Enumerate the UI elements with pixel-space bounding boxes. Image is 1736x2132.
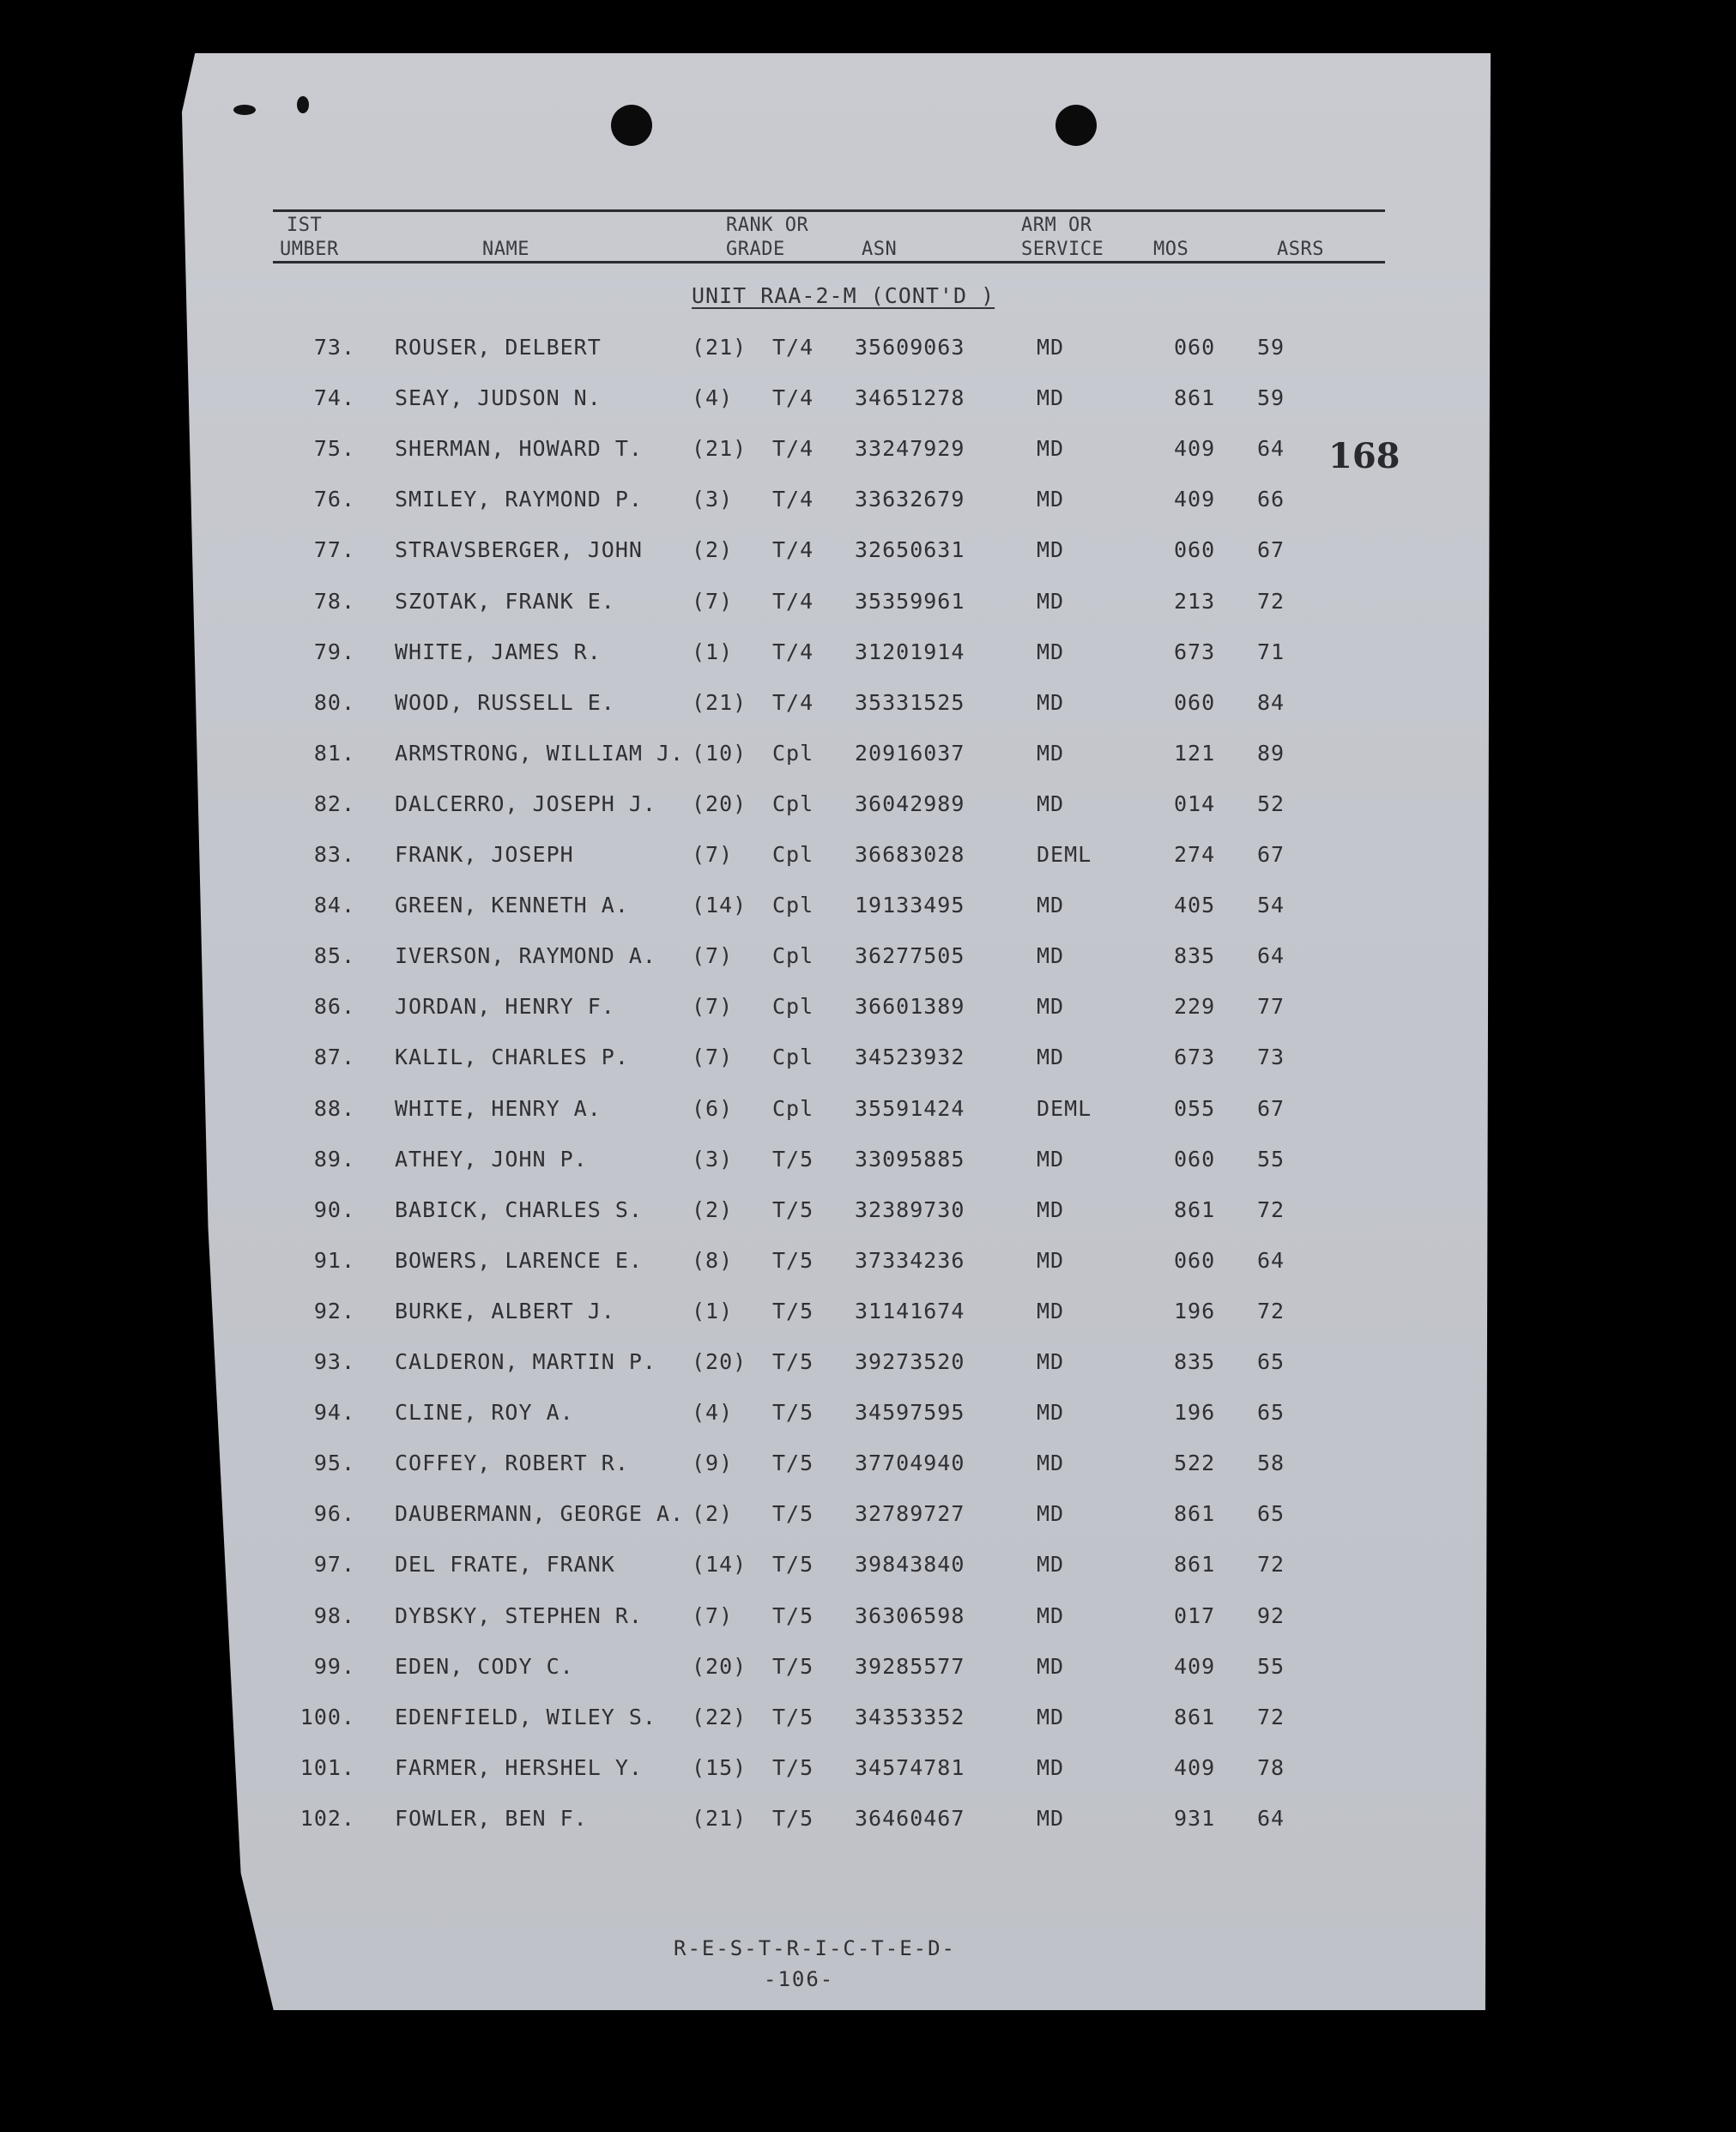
cell-arm: MD xyxy=(1037,1654,1065,1679)
cell-asn: 39285577 xyxy=(855,1654,965,1679)
cell-name: KALIL, CHARLES P. xyxy=(395,1045,629,1069)
cell-grp: (20) xyxy=(692,791,747,816)
cell-grp: (4) xyxy=(692,1400,734,1425)
header-mos: MOS xyxy=(1153,239,1189,260)
cell-num: 78. xyxy=(313,589,355,614)
table-row xyxy=(0,1654,1736,1688)
cell-asrs: 58 xyxy=(1257,1451,1285,1475)
cell-rank: T/5 xyxy=(772,1349,814,1374)
cell-num: 102. xyxy=(299,1806,355,1831)
table-row xyxy=(0,1603,1736,1638)
cell-mos: 017 xyxy=(1174,1603,1216,1628)
cell-num: 94. xyxy=(313,1400,355,1425)
punch-hole-right xyxy=(1056,105,1097,146)
cell-arm: MD xyxy=(1037,1147,1065,1172)
cell-asn: 35331525 xyxy=(855,690,965,715)
cell-rank: Cpl xyxy=(772,994,814,1019)
table-row xyxy=(0,537,1736,572)
cell-asrs: 71 xyxy=(1257,639,1285,664)
cell-asn: 39273520 xyxy=(855,1349,965,1374)
table-row xyxy=(0,1501,1736,1535)
cell-mos: 861 xyxy=(1174,385,1216,410)
cell-asrs: 64 xyxy=(1257,1806,1285,1831)
classification-footer: R-E-S-T-R-I-C-T-E-D- xyxy=(674,1936,956,1960)
cell-rank: T/4 xyxy=(772,335,814,360)
cell-num: 93. xyxy=(313,1349,355,1374)
cell-asrs: 67 xyxy=(1257,537,1285,562)
cell-grp: (14) xyxy=(692,1552,747,1577)
cell-arm: MD xyxy=(1037,589,1065,614)
cell-num: 77. xyxy=(313,537,355,562)
cell-arm: MD xyxy=(1037,639,1065,664)
cell-grp: (1) xyxy=(692,639,734,664)
cell-arm: MD xyxy=(1037,1349,1065,1374)
cell-asrs: 72 xyxy=(1257,1299,1285,1323)
cell-mos: 060 xyxy=(1174,690,1216,715)
cell-mos: 409 xyxy=(1174,487,1216,512)
cell-grp: (8) xyxy=(692,1248,734,1273)
cell-mos: 060 xyxy=(1174,537,1216,562)
cell-asrs: 64 xyxy=(1257,436,1285,461)
cell-grp: (6) xyxy=(692,1096,734,1121)
cell-grp: (7) xyxy=(692,589,734,614)
cell-name: DALCERRO, JOSEPH J. xyxy=(395,791,656,816)
cell-asn: 19133495 xyxy=(855,893,965,918)
cell-rank: T/5 xyxy=(772,1197,814,1222)
header-arm-bottom: SERVICE xyxy=(1021,239,1104,260)
header-list-bottom: UMBER xyxy=(280,239,339,260)
cell-arm: MD xyxy=(1037,943,1065,968)
cell-grp: (21) xyxy=(692,436,747,461)
cell-num: 76. xyxy=(313,487,355,512)
page-stamp: 168 xyxy=(1328,436,1400,476)
table-row xyxy=(0,994,1736,1028)
cell-asrs: 59 xyxy=(1257,335,1285,360)
cell-rank: T/5 xyxy=(772,1806,814,1831)
cell-rank: T/4 xyxy=(772,436,814,461)
cell-mos: 055 xyxy=(1174,1096,1216,1121)
cell-asn: 36277505 xyxy=(855,943,965,968)
cell-arm: MD xyxy=(1037,1451,1065,1475)
cell-rank: T/5 xyxy=(772,1501,814,1526)
cell-asrs: 77 xyxy=(1257,994,1285,1019)
table-row xyxy=(0,943,1736,978)
cell-num: 89. xyxy=(313,1147,355,1172)
cell-grp: (22) xyxy=(692,1705,747,1729)
cell-num: 91. xyxy=(313,1248,355,1273)
cell-asrs: 65 xyxy=(1257,1501,1285,1526)
cell-asn: 33632679 xyxy=(855,487,965,512)
header-asn: ASN xyxy=(862,239,898,260)
cell-asrs: 72 xyxy=(1257,1197,1285,1222)
cell-arm: DEML xyxy=(1037,1096,1092,1121)
cell-num: 100. xyxy=(299,1705,355,1729)
cell-mos: 835 xyxy=(1174,943,1216,968)
cell-asrs: 65 xyxy=(1257,1349,1285,1374)
cell-asrs: 54 xyxy=(1257,893,1285,918)
cell-grp: (2) xyxy=(692,1197,734,1222)
cell-asrs: 72 xyxy=(1257,589,1285,614)
cell-asrs: 67 xyxy=(1257,842,1285,867)
cell-mos: 673 xyxy=(1174,1045,1216,1069)
header-rank-top: RANK OR xyxy=(726,215,809,236)
cell-name: FOWLER, BEN F. xyxy=(395,1806,588,1831)
cell-mos: 121 xyxy=(1174,741,1216,766)
cell-mos: 861 xyxy=(1174,1552,1216,1577)
cell-num: 99. xyxy=(313,1654,355,1679)
cell-arm: MD xyxy=(1037,893,1065,918)
cell-name: COFFEY, ROBERT R. xyxy=(395,1451,629,1475)
cell-mos: 673 xyxy=(1174,639,1216,664)
cell-asrs: 73 xyxy=(1257,1045,1285,1069)
cell-grp: (14) xyxy=(692,893,747,918)
cell-asrs: 59 xyxy=(1257,385,1285,410)
cell-asn: 34597595 xyxy=(855,1400,965,1425)
header-rank-bottom: GRADE xyxy=(726,239,785,260)
cell-mos: 014 xyxy=(1174,791,1216,816)
table-row xyxy=(0,1197,1736,1232)
cell-rank: T/4 xyxy=(772,487,814,512)
cell-rank: T/5 xyxy=(772,1248,814,1273)
cell-mos: 409 xyxy=(1174,1654,1216,1679)
cell-grp: (7) xyxy=(692,1603,734,1628)
cell-mos: 213 xyxy=(1174,589,1216,614)
cell-asn: 34353352 xyxy=(855,1705,965,1729)
cell-grp: (21) xyxy=(692,690,747,715)
cell-mos: 060 xyxy=(1174,1147,1216,1172)
cell-rank: Cpl xyxy=(772,791,814,816)
cell-grp: (21) xyxy=(692,335,747,360)
cell-rank: T/4 xyxy=(772,589,814,614)
cell-grp: (7) xyxy=(692,994,734,1019)
cell-grp: (20) xyxy=(692,1349,747,1374)
cell-num: 92. xyxy=(313,1299,355,1323)
cell-name: IVERSON, RAYMOND A. xyxy=(395,943,656,968)
cell-name: EDEN, CODY C. xyxy=(395,1654,574,1679)
cell-arm: MD xyxy=(1037,1248,1065,1273)
cell-asn: 36042989 xyxy=(855,791,965,816)
cell-arm: MD xyxy=(1037,537,1065,562)
cell-mos: 196 xyxy=(1174,1400,1216,1425)
cell-name: ATHEY, JOHN P. xyxy=(395,1147,588,1172)
header-asrs: ASRS xyxy=(1277,239,1324,260)
cell-grp: (10) xyxy=(692,741,747,766)
cell-num: 84. xyxy=(313,893,355,918)
cell-name: DAUBERMANN, GEORGE A. xyxy=(395,1501,685,1526)
cell-rank: Cpl xyxy=(772,1045,814,1069)
cell-arm: MD xyxy=(1037,335,1065,360)
cell-grp: (3) xyxy=(692,487,734,512)
table-row xyxy=(0,1096,1736,1130)
cell-asn: 34523932 xyxy=(855,1045,965,1069)
cell-asn: 36306598 xyxy=(855,1603,965,1628)
table-row xyxy=(0,385,1736,420)
table-row xyxy=(0,487,1736,521)
cell-asrs: 65 xyxy=(1257,1400,1285,1425)
cell-name: GREEN, KENNETH A. xyxy=(395,893,629,918)
cell-num: 74. xyxy=(313,385,355,410)
cell-mos: 861 xyxy=(1174,1705,1216,1729)
cell-name: SMILEY, RAYMOND P. xyxy=(395,487,643,512)
cell-num: 80. xyxy=(313,690,355,715)
cell-asn: 36601389 xyxy=(855,994,965,1019)
cell-rank: T/5 xyxy=(772,1654,814,1679)
cell-rank: Cpl xyxy=(772,893,814,918)
cell-name: BABICK, CHARLES S. xyxy=(395,1197,643,1222)
cell-num: 79. xyxy=(313,639,355,664)
cell-rank: T/5 xyxy=(772,1299,814,1323)
cell-name: SHERMAN, HOWARD T. xyxy=(395,436,643,461)
cell-name: CALDERON, MARTIN P. xyxy=(395,1349,656,1374)
cell-grp: (21) xyxy=(692,1806,747,1831)
cell-name: FRANK, JOSEPH xyxy=(395,842,574,867)
cell-asrs: 72 xyxy=(1257,1552,1285,1577)
cell-grp: (15) xyxy=(692,1755,747,1780)
cell-name: ROUSER, DELBERT xyxy=(395,335,602,360)
table-row xyxy=(0,1806,1736,1840)
cell-rank: T/5 xyxy=(772,1451,814,1475)
cell-rank: Cpl xyxy=(772,741,814,766)
cell-mos: 931 xyxy=(1174,1806,1216,1831)
cell-num: 82. xyxy=(313,791,355,816)
cell-asrs: 55 xyxy=(1257,1654,1285,1679)
table-row xyxy=(0,1045,1736,1079)
table-row xyxy=(0,1451,1736,1485)
cell-grp: (2) xyxy=(692,537,734,562)
cell-num: 96. xyxy=(313,1501,355,1526)
cell-asrs: 55 xyxy=(1257,1147,1285,1172)
cell-num: 86. xyxy=(313,994,355,1019)
cell-name: FARMER, HERSHEL Y. xyxy=(395,1755,643,1780)
cell-asrs: 64 xyxy=(1257,1248,1285,1273)
cell-num: 85. xyxy=(313,943,355,968)
cell-name: DEL FRATE, FRANK xyxy=(395,1552,615,1577)
table-row xyxy=(0,842,1736,876)
cell-num: 88. xyxy=(313,1096,355,1121)
cell-grp: (2) xyxy=(692,1501,734,1526)
cell-asn: 31201914 xyxy=(855,639,965,664)
table-row xyxy=(0,436,1736,470)
cell-asn: 34574781 xyxy=(855,1755,965,1780)
cell-num: 97. xyxy=(313,1552,355,1577)
cell-arm: MD xyxy=(1037,1603,1065,1628)
cell-arm: MD xyxy=(1037,436,1065,461)
table-row xyxy=(0,1755,1736,1790)
table-row xyxy=(0,1552,1736,1586)
cell-mos: 274 xyxy=(1174,842,1216,867)
ink-speck xyxy=(233,105,256,115)
cell-name: WHITE, HENRY A. xyxy=(395,1096,602,1121)
cell-rank: T/4 xyxy=(772,639,814,664)
cell-grp: (4) xyxy=(692,385,734,410)
table-row xyxy=(0,1248,1736,1282)
cell-rank: T/5 xyxy=(772,1552,814,1577)
header-name: NAME xyxy=(482,239,529,260)
table-row xyxy=(0,690,1736,724)
cell-asn: 33247929 xyxy=(855,436,965,461)
cell-name: WOOD, RUSSELL E. xyxy=(395,690,615,715)
cell-asrs: 84 xyxy=(1257,690,1285,715)
cell-mos: 405 xyxy=(1174,893,1216,918)
table-row xyxy=(0,893,1736,927)
cell-grp: (3) xyxy=(692,1147,734,1172)
cell-grp: (7) xyxy=(692,943,734,968)
cell-mos: 060 xyxy=(1174,1248,1216,1273)
unit-title: UNIT RAA-2-M (CONT'D ) xyxy=(692,283,995,308)
cell-rank: T/5 xyxy=(772,1400,814,1425)
cell-name: BOWERS, LARENCE E. xyxy=(395,1248,643,1273)
cell-asrs: 67 xyxy=(1257,1096,1285,1121)
cell-name: SZOTAK, FRANK E. xyxy=(395,589,615,614)
cell-asn: 33095885 xyxy=(855,1147,965,1172)
cell-grp: (7) xyxy=(692,842,734,867)
cell-num: 101. xyxy=(299,1755,355,1780)
cell-mos: 229 xyxy=(1174,994,1216,1019)
cell-arm: MD xyxy=(1037,1045,1065,1069)
cell-mos: 060 xyxy=(1174,335,1216,360)
cell-name: DYBSKY, STEPHEN R. xyxy=(395,1603,643,1628)
cell-rank: T/4 xyxy=(772,690,814,715)
cell-mos: 522 xyxy=(1174,1451,1216,1475)
cell-name: BURKE, ALBERT J. xyxy=(395,1299,615,1323)
header-rule-top xyxy=(273,209,1385,212)
cell-name: STRAVSBERGER, JOHN xyxy=(395,537,643,562)
cell-rank: T/5 xyxy=(772,1147,814,1172)
cell-arm: MD xyxy=(1037,1501,1065,1526)
cell-rank: T/5 xyxy=(772,1603,814,1628)
punch-hole-left xyxy=(611,105,652,146)
cell-arm: MD xyxy=(1037,741,1065,766)
cell-rank: T/5 xyxy=(772,1705,814,1729)
cell-rank: T/4 xyxy=(772,385,814,410)
table-row xyxy=(0,335,1736,369)
cell-rank: Cpl xyxy=(772,943,814,968)
header-rule-bottom xyxy=(273,261,1385,263)
cell-name: EDENFIELD, WILEY S. xyxy=(395,1705,656,1729)
cell-asn: 32389730 xyxy=(855,1197,965,1222)
cell-rank: Cpl xyxy=(772,842,814,867)
cell-num: 87. xyxy=(313,1045,355,1069)
cell-asn: 31141674 xyxy=(855,1299,965,1323)
table-row xyxy=(0,741,1736,775)
cell-name: JORDAN, HENRY F. xyxy=(395,994,615,1019)
cell-asn: 35591424 xyxy=(855,1096,965,1121)
header-list-top: IST xyxy=(287,215,323,236)
cell-arm: MD xyxy=(1037,1755,1065,1780)
cell-asrs: 64 xyxy=(1257,943,1285,968)
cell-asrs: 89 xyxy=(1257,741,1285,766)
cell-arm: MD xyxy=(1037,1552,1065,1577)
cell-num: 73. xyxy=(313,335,355,360)
cell-asn: 36683028 xyxy=(855,842,965,867)
cell-name: CLINE, ROY A. xyxy=(395,1400,574,1425)
cell-asrs: 52 xyxy=(1257,791,1285,816)
cell-mos: 835 xyxy=(1174,1349,1216,1374)
cell-mos: 409 xyxy=(1174,436,1216,461)
cell-asn: 39843840 xyxy=(855,1552,965,1577)
cell-num: 98. xyxy=(313,1603,355,1628)
cell-name: WHITE, JAMES R. xyxy=(395,639,602,664)
cell-grp: (9) xyxy=(692,1451,734,1475)
ink-speck xyxy=(297,96,309,113)
cell-mos: 409 xyxy=(1174,1755,1216,1780)
table-row xyxy=(0,791,1736,826)
cell-asn: 35609063 xyxy=(855,335,965,360)
cell-asn: 36460467 xyxy=(855,1806,965,1831)
cell-arm: MD xyxy=(1037,1806,1065,1831)
cell-mos: 861 xyxy=(1174,1501,1216,1526)
table-row xyxy=(0,1349,1736,1384)
cell-asrs: 72 xyxy=(1257,1705,1285,1729)
page-number: -106- xyxy=(764,1967,835,1991)
table-row xyxy=(0,1705,1736,1739)
cell-asn: 20916037 xyxy=(855,741,965,766)
cell-arm: MD xyxy=(1037,994,1065,1019)
cell-arm: MD xyxy=(1037,1299,1065,1323)
cell-asrs: 66 xyxy=(1257,487,1285,512)
cell-asn: 32650631 xyxy=(855,537,965,562)
cell-num: 90. xyxy=(313,1197,355,1222)
cell-asrs: 78 xyxy=(1257,1755,1285,1780)
cell-asn: 34651278 xyxy=(855,385,965,410)
cell-rank: Cpl xyxy=(772,1096,814,1121)
table-row xyxy=(0,1299,1736,1333)
cell-arm: MD xyxy=(1037,487,1065,512)
cell-rank: T/5 xyxy=(772,1755,814,1780)
cell-asrs: 92 xyxy=(1257,1603,1285,1628)
cell-mos: 861 xyxy=(1174,1197,1216,1222)
cell-grp: (1) xyxy=(692,1299,734,1323)
cell-grp: (7) xyxy=(692,1045,734,1069)
table-row xyxy=(0,1147,1736,1181)
cell-arm: MD xyxy=(1037,1705,1065,1729)
cell-num: 95. xyxy=(313,1451,355,1475)
cell-num: 75. xyxy=(313,436,355,461)
cell-rank: T/4 xyxy=(772,537,814,562)
cell-arm: MD xyxy=(1037,791,1065,816)
cell-asn: 35359961 xyxy=(855,589,965,614)
table-row xyxy=(0,1400,1736,1434)
cell-num: 83. xyxy=(313,842,355,867)
table-row xyxy=(0,589,1736,623)
cell-mos: 196 xyxy=(1174,1299,1216,1323)
cell-arm: MD xyxy=(1037,385,1065,410)
cell-arm: MD xyxy=(1037,1197,1065,1222)
cell-name: ARMSTRONG, WILLIAM J. xyxy=(395,741,685,766)
cell-name: SEAY, JUDSON N. xyxy=(395,385,602,410)
header-arm-top: ARM OR xyxy=(1021,215,1092,236)
cell-arm: MD xyxy=(1037,1400,1065,1425)
cell-grp: (20) xyxy=(692,1654,747,1679)
cell-arm: MD xyxy=(1037,690,1065,715)
table-row xyxy=(0,639,1736,674)
cell-num: 81. xyxy=(313,741,355,766)
cell-asn: 32789727 xyxy=(855,1501,965,1526)
cell-arm: DEML xyxy=(1037,842,1092,867)
cell-asn: 37704940 xyxy=(855,1451,965,1475)
cell-asn: 37334236 xyxy=(855,1248,965,1273)
